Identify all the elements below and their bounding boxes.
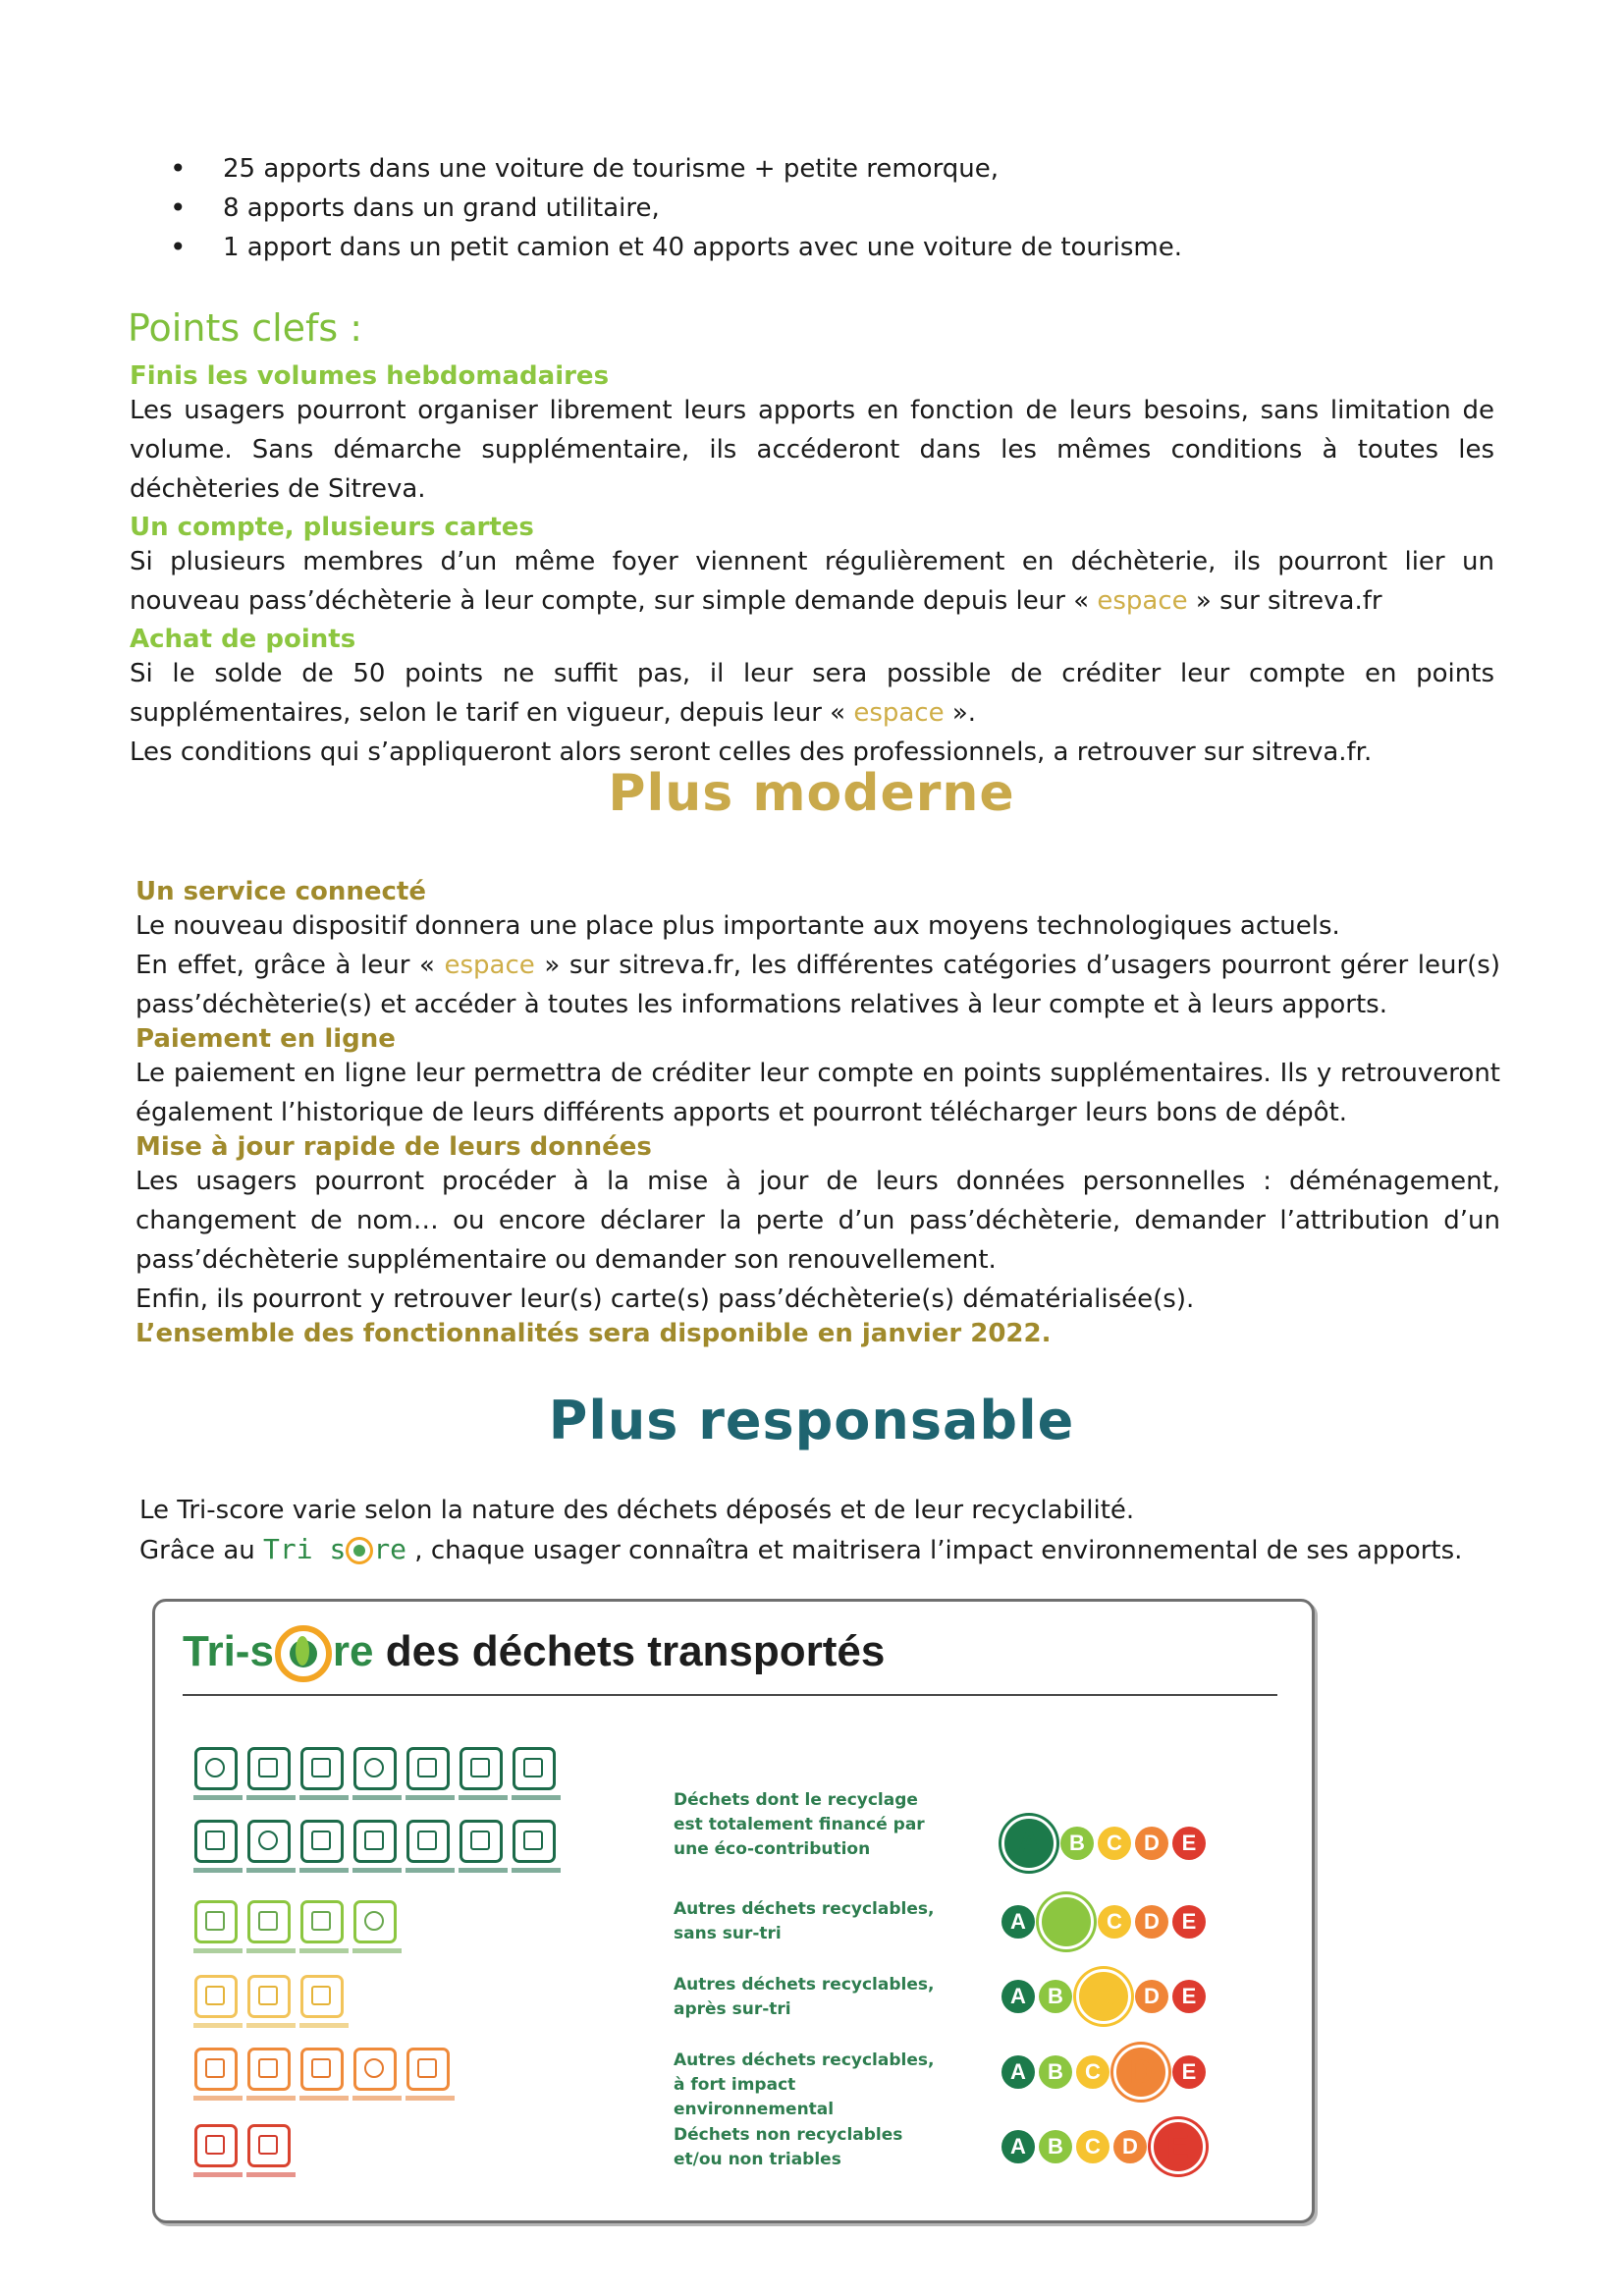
- grade-badge: A: [1001, 1980, 1035, 2013]
- syringe-icon: [513, 1747, 556, 1790]
- triscore-logo: [263, 1533, 406, 1565]
- text-segment: Grâce au: [139, 1536, 264, 1565]
- text-segment: ».: [944, 698, 977, 728]
- icons-category-b: [194, 1900, 397, 1943]
- chemicals-icon: [406, 2048, 450, 2091]
- grade-badge: E: [1151, 2119, 1206, 2174]
- polystyrene-icon: [247, 2048, 291, 2091]
- plus-moderne-title: Plus moderne: [608, 764, 1015, 823]
- grade-scale-b: [1001, 1894, 1206, 1949]
- grade-badge: C: [1076, 1969, 1131, 2024]
- glass-bottle-icon: [513, 1820, 556, 1863]
- mixed-waste-icon: [194, 2124, 238, 2167]
- text-segment: » sur sitreva.fr: [1187, 586, 1382, 616]
- grade-badge: C: [1098, 1827, 1131, 1860]
- text-segment: Si plusieurs membres d’un même foyer viennent régulièrement en déchèterie, ils pourront lier un nouveau pass’déchèterie à leur compte, sur simple demande depuis leur «: [130, 547, 1494, 616]
- intro-bullet-list: [162, 149, 1438, 267]
- tools-icon: [353, 1820, 397, 1863]
- triscore-logo-text: Tri s: [263, 1533, 347, 1565]
- appliance-icon: [247, 1747, 291, 1790]
- bullet-item: • 1 apport dans un petit camion et 40 apports avec une voiture de tourisme.: [162, 228, 1438, 267]
- tire-icon: [353, 2048, 397, 2091]
- grade-badge: D: [1135, 1980, 1168, 2013]
- grade-badge: E: [1172, 2055, 1206, 2089]
- category-c-label: Autres déchets recyclables, après sur-tri: [674, 1975, 935, 2019]
- plastics-icon: [247, 1975, 291, 2018]
- subheading-paiement: Paiement en ligne: [135, 1024, 396, 1054]
- oil-icon: [194, 1820, 238, 1863]
- panel-divider: [183, 1694, 1277, 1696]
- panel-title-logo: re: [332, 1627, 374, 1675]
- grade-badge: B: [1039, 2055, 1072, 2089]
- paper-icon: [300, 1900, 344, 1943]
- panel-title: [183, 1625, 885, 1682]
- icons-category-a-row1: [194, 1747, 556, 1790]
- rubble-icon: [247, 1900, 291, 1943]
- metal-scrap-icon: [300, 1975, 344, 2018]
- panel-title-logo: Tri-s: [183, 1627, 274, 1675]
- paragraph-compte: [130, 542, 1494, 621]
- responsable-section: [139, 1491, 1504, 1570]
- paint-icon: [460, 1747, 503, 1790]
- paragraph-volumes: Les usagers pourront organiser librement leurs apports en fonction de leurs besoins, sans limitation de volume. Sans démarche supplémentaire, ils accéderont dans les mêmes conditions à toutes les déchèteries de Sitreva.: [130, 396, 1494, 504]
- grade-badge: B: [1039, 1980, 1072, 2013]
- paragraph-carte: Enfin, ils pourront y retrouver leur(s) carte(s) pass’déchèterie(s) dématérialisée(s).: [135, 1285, 1195, 1314]
- paragraph-triscore: Le Tri-score varie selon la nature des déchets déposés et de leur recyclabilité.: [139, 1496, 1135, 1525]
- grade-badge: B: [1060, 1827, 1094, 1860]
- icons-category-e: [194, 2124, 291, 2167]
- bicycle-icon: [247, 1820, 291, 1863]
- icons-category-c: [194, 1975, 344, 2018]
- moderne-section: [135, 877, 1500, 1348]
- text-segment: En effet, grâce à leur «: [135, 951, 445, 980]
- triscore-logo-text: re: [373, 1533, 407, 1565]
- grade-badge: C: [1076, 2130, 1109, 2163]
- subheading-service: Un service connecté: [135, 877, 426, 906]
- grade-scale-e: [1001, 2119, 1206, 2174]
- grade-scale-a: [1001, 1816, 1206, 1871]
- triscore-globe-icon: [275, 1625, 332, 1682]
- category-a-label: Déchets dont le recyclage est totalement financé par une éco-contribution: [674, 1790, 925, 1859]
- bottles-icon: [194, 1975, 238, 2018]
- grade-badge: A: [1001, 1905, 1035, 1939]
- paragraph-paiement: Le paiement en ligne leur permettra de créditer leur compte en points supplémentaires. Ils y retrouveront également l’historique de leurs différents apports et pourront télécharger leurs bons de dépôt.: [135, 1059, 1500, 1127]
- triscore-globe-icon: [346, 1537, 373, 1564]
- paragraph-mise-a-jour: Les usagers pourront procéder à la mise à jour de leurs données personnelles : déménagement, changement de nom… ou encore déclarer la perte d’un pass’déchèterie, demander l’attribution d’un pass’déchèterie supplémentaire ou demander son renouvellement.: [135, 1167, 1500, 1275]
- lamp-icon: [194, 1747, 238, 1790]
- grade-badge: B: [1039, 1894, 1094, 1949]
- grade-badge: E: [1172, 1905, 1206, 1939]
- icons-category-d: [194, 2048, 450, 2091]
- points-clefs-section: [130, 361, 1494, 772]
- grade-badge: C: [1098, 1905, 1131, 1939]
- grade-badge: E: [1172, 1827, 1206, 1860]
- text-segment: » sur sitreva.fr, les différentes catégories d’usagers pourront gérer leur(s) pass’déchèterie(s) et accéder à toutes les informations relatives à leur compte et à leurs apports.: [135, 951, 1500, 1019]
- battery-icon: [300, 1747, 344, 1790]
- grade-badge: B: [1039, 2130, 1072, 2163]
- grade-badge: D: [1113, 2130, 1147, 2163]
- sink-icon: [300, 2048, 344, 2091]
- plus-responsable-title: Plus responsable: [548, 1390, 1075, 1451]
- printer-icon: [406, 1820, 450, 1863]
- green-waste-icon: [353, 1900, 397, 1943]
- paragraph-service-1: Le nouveau dispositif donnera une place plus importante aux moyens technologiques actuels.: [135, 911, 1340, 941]
- text-segment: , chaque usager connaîtra et maitrisera l’impact environnemental de ses apports.: [406, 1536, 1463, 1565]
- cardboard-icon: [406, 1747, 450, 1790]
- category-b-label: Autres déchets recyclables, sans sur-tri: [674, 1899, 935, 1943]
- wood-pallet-icon: [194, 1900, 238, 1943]
- grade-badge: A: [1001, 2055, 1035, 2089]
- furniture-icon: [300, 1820, 344, 1863]
- bullet-item: • 25 apports dans une voiture de tourisme + petite remorque,: [162, 149, 1438, 189]
- category-e-label: Déchets non recyclables et/ou non triables: [674, 2125, 903, 2169]
- points-clefs-heading: Points clefs :: [128, 306, 363, 350]
- grade-badge: A: [1001, 1816, 1056, 1871]
- category-d-label: Autres déchets recyclables, à fort impact environnemental: [674, 2050, 935, 2119]
- triscore-panel: [152, 1599, 1315, 2223]
- grade-scale-d: [1001, 2045, 1206, 2100]
- subheading-mise-a-jour: Mise à jour rapide de leurs données: [135, 1132, 652, 1162]
- paragraph-conditions: Les conditions qui s’appliqueront alors seront celles des professionnels, a retrouver sur sitreva.fr.: [130, 738, 1373, 767]
- grade-badge: A: [1001, 2130, 1035, 2163]
- subheading-compte: Un compte, plusieurs cartes: [130, 513, 534, 542]
- grade-badge: D: [1113, 2045, 1168, 2100]
- espace-link[interactable]: espace: [853, 698, 945, 728]
- panel-title-text: des déchets transportés: [373, 1627, 886, 1675]
- grade-badge: D: [1135, 1827, 1168, 1860]
- gas-bottle-icon: [353, 1747, 397, 1790]
- subheading-volumes: Finis les volumes hebdomadaires: [130, 361, 610, 391]
- espace-link[interactable]: espace: [444, 951, 535, 980]
- text-segment: Si le solde de 50 points ne suffit pas, il leur sera possible de créditer leur compte en points supplémentaires, selon le tarif en vigueur, depuis leur «: [130, 659, 1494, 728]
- textile-icon: [460, 1820, 503, 1863]
- paragraph-triscore-usage: [139, 1530, 1504, 1570]
- paragraph-service-2: [135, 946, 1500, 1024]
- espace-link[interactable]: espace: [1097, 586, 1188, 616]
- grade-scale-c: [1001, 1969, 1206, 2024]
- availability-note: L’ensemble des fonctionnalités sera disponible en janvier 2022.: [135, 1319, 1052, 1348]
- grade-badge: D: [1135, 1905, 1168, 1939]
- subheading-achat: Achat de points: [130, 625, 356, 654]
- bullet-item: • 8 apports dans un grand utilitaire,: [162, 189, 1438, 228]
- icons-category-a-row2: [194, 1820, 556, 1863]
- hazardous-can-icon: [194, 2048, 238, 2091]
- grade-badge: C: [1076, 2055, 1109, 2089]
- grade-badge: E: [1172, 1980, 1206, 2013]
- paragraph-achat: [130, 654, 1494, 733]
- bulky-waste-icon: [247, 2124, 291, 2167]
